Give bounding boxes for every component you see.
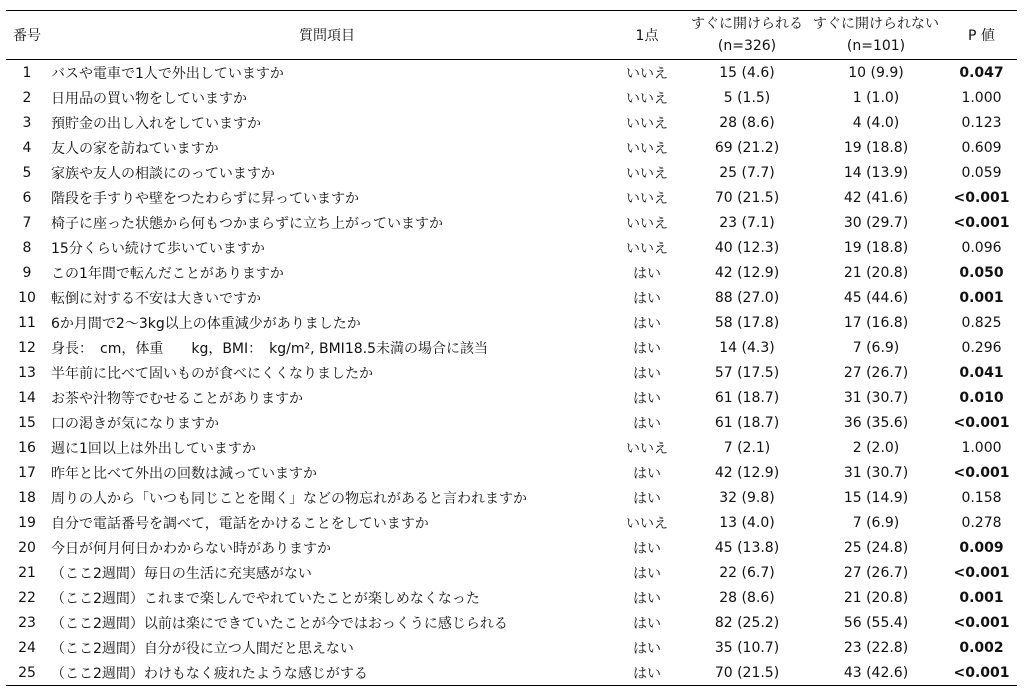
group-a-value: 61 (18.7) — [714, 389, 780, 406]
group-b-value: 36 (35.6) — [843, 414, 909, 431]
point-answer: はい — [633, 265, 661, 282]
point-answer: はい — [633, 390, 661, 407]
question-text: バスや電車で1人で外出していますか — [51, 65, 284, 82]
row-number: 2 — [22, 89, 32, 106]
table-row — [6, 510, 1017, 535]
question-text: （ここ2週間）これまで楽しんでやれていたことが楽しめなくなった — [51, 590, 480, 607]
group-a-value: 22 (6.7) — [719, 564, 775, 581]
row-number: 21 — [18, 564, 36, 581]
row-number: 1 — [22, 64, 32, 81]
row-number: 9 — [22, 264, 32, 281]
group-a-value: 15 (4.6) — [719, 64, 775, 81]
header-group-b-n: (n=101) — [846, 38, 906, 54]
group-b-value: 45 (44.6) — [843, 289, 909, 306]
point-answer: はい — [633, 315, 661, 332]
p-value: 0.278 — [961, 514, 1002, 531]
table-row — [6, 585, 1017, 610]
point-answer: はい — [633, 565, 661, 582]
row-number: 17 — [18, 464, 36, 481]
question-text: 昨年と比べて外出の回数は減っていますか — [51, 465, 317, 482]
p-value: 0.050 — [959, 264, 1004, 281]
p-value: 0.047 — [959, 64, 1004, 81]
group-b-value: 15 (14.9) — [843, 489, 909, 506]
row-number: 8 — [22, 239, 32, 256]
group-b-value: 27 (26.7) — [843, 564, 909, 581]
p-value: 0.059 — [961, 164, 1002, 181]
group-b-value: 17 (16.8) — [843, 314, 909, 331]
group-b-value: 14 (13.9) — [843, 164, 909, 181]
table-row — [6, 235, 1017, 260]
point-answer: はい — [633, 465, 661, 482]
point-answer: いいえ — [626, 165, 668, 182]
table-row — [6, 560, 1017, 585]
row-number: 11 — [18, 314, 36, 331]
row-number: 14 — [18, 389, 36, 406]
point-answer: いいえ — [626, 90, 668, 107]
table-header — [6, 11, 1017, 60]
group-a-value: 35 (10.7) — [714, 639, 780, 656]
group-b-value: 56 (55.4) — [843, 614, 909, 631]
row-number: 10 — [18, 289, 36, 306]
group-a-value: 57 (17.5) — [714, 364, 780, 381]
point-answer: はい — [633, 290, 661, 307]
row-number: 24 — [18, 639, 36, 656]
header-point: 1点 — [635, 28, 659, 44]
group-a-value: 42 (12.9) — [714, 264, 780, 281]
table-row — [6, 110, 1017, 135]
point-answer: はい — [633, 415, 661, 432]
question-text: 身長： cm，体重 kg，BMI： kg/m², BMI18.5未満の場合に該当 — [51, 340, 488, 357]
group-a-value: 7 (2.1) — [723, 439, 771, 456]
group-b-value: 7 (6.9) — [852, 339, 900, 356]
header-p-value: P 値 — [968, 28, 995, 44]
group-b-value: 2 (2.0) — [852, 439, 900, 456]
group-a-value: 42 (12.9) — [714, 464, 780, 481]
row-number: 23 — [18, 614, 36, 631]
group-a-value: 25 (7.7) — [719, 164, 775, 181]
p-value: 0.002 — [959, 639, 1004, 656]
row-number: 22 — [18, 589, 36, 606]
group-a-value: 70 (21.5) — [714, 189, 780, 206]
table-row — [6, 285, 1017, 310]
group-a-value: 88 (27.0) — [714, 289, 780, 306]
point-answer: いいえ — [626, 515, 668, 532]
table-body — [6, 60, 1017, 686]
group-a-value: 58 (17.8) — [714, 314, 780, 331]
question-text: この1年間で転んだことがありますか — [51, 265, 284, 282]
question-text: 椅子に座った状態から何もつかまらずに立ち上がっていますか — [51, 215, 443, 232]
group-a-value: 70 (21.5) — [714, 664, 780, 681]
group-a-value: 69 (21.2) — [714, 139, 780, 156]
table-row — [6, 635, 1017, 660]
header-row — [6, 11, 1017, 60]
p-value: 0.123 — [961, 114, 1002, 131]
point-answer: はい — [633, 665, 661, 682]
p-value: <0.001 — [953, 664, 1010, 681]
p-value: 0.009 — [959, 539, 1004, 556]
row-number: 16 — [18, 439, 36, 456]
p-value: 0.096 — [961, 239, 1002, 256]
group-a-value: 45 (13.8) — [714, 539, 780, 556]
group-b-value: 19 (18.8) — [843, 139, 909, 156]
point-answer: はい — [633, 540, 661, 557]
point-answer: はい — [633, 590, 661, 607]
group-b-value: 23 (22.8) — [843, 639, 909, 656]
table-row — [6, 310, 1017, 335]
group-b-value: 10 (9.9) — [848, 64, 904, 81]
point-answer: いいえ — [626, 215, 668, 232]
p-value: 0.296 — [961, 339, 1002, 356]
table-row — [6, 260, 1017, 285]
table-row — [6, 60, 1017, 86]
group-a-value: 61 (18.7) — [714, 414, 780, 431]
question-text: 15分くらい続けて歩いていますか — [51, 240, 265, 257]
p-value: <0.001 — [953, 189, 1010, 206]
p-value: 0.825 — [961, 314, 1002, 331]
question-text: 口の渇きが気になりますか — [51, 415, 219, 432]
group-b-value: 42 (41.6) — [843, 189, 909, 206]
question-text: 周りの人から「いつも同じことを聞く」などの物忘れがあると言われますか — [51, 490, 527, 507]
group-a-value: 40 (12.3) — [714, 239, 780, 256]
table-row — [6, 210, 1017, 235]
group-b-value: 21 (20.8) — [843, 264, 909, 281]
row-number: 15 — [18, 414, 36, 431]
table-row — [6, 610, 1017, 635]
table-row — [6, 660, 1017, 686]
row-number: 20 — [18, 539, 36, 556]
p-value: 0.041 — [959, 364, 1004, 381]
group-b-value: 21 (20.8) — [843, 589, 909, 606]
group-b-value: 19 (18.8) — [843, 239, 909, 256]
question-text: 6か月間で2～3kg以上の体重減少がありましたか — [51, 315, 361, 332]
p-value: 0.609 — [961, 139, 1002, 156]
table-row — [6, 335, 1017, 360]
point-answer: いいえ — [626, 190, 668, 207]
question-text: （ここ2週間）毎日の生活に充実感がない — [51, 565, 312, 582]
group-b-value: 43 (42.6) — [843, 664, 909, 681]
results-table — [6, 10, 1017, 686]
question-text: お茶や汁物等でむせることがありますか — [51, 390, 303, 407]
row-number: 12 — [18, 339, 36, 356]
p-value: 0.001 — [959, 589, 1004, 606]
p-value: <0.001 — [953, 614, 1010, 631]
table-row — [6, 360, 1017, 385]
header-group-a-label: すぐに開けられる — [691, 16, 803, 32]
group-b-value: 31 (30.7) — [843, 389, 909, 406]
p-value: <0.001 — [953, 464, 1010, 481]
p-value: <0.001 — [953, 564, 1010, 581]
question-text: 週に1回以上は外出していますか — [51, 440, 256, 457]
point-answer: はい — [633, 615, 661, 632]
point-answer: はい — [633, 340, 661, 357]
point-answer: はい — [633, 365, 661, 382]
group-a-value: 82 (25.2) — [714, 614, 780, 631]
group-a-value: 5 (1.5) — [723, 89, 771, 106]
row-number: 19 — [18, 514, 36, 531]
header-question: 質問項目 — [299, 28, 355, 44]
group-b-value: 1 (1.0) — [852, 89, 900, 106]
question-text: 転倒に対する不安は大きいですか — [51, 290, 261, 307]
header-group-b-label: すぐに開けられない — [813, 16, 939, 32]
point-answer: はい — [633, 490, 661, 507]
p-value: 0.158 — [961, 489, 1002, 506]
point-answer: いいえ — [626, 65, 668, 82]
row-number: 13 — [18, 364, 36, 381]
table-row — [6, 85, 1017, 110]
p-value: 1.000 — [961, 439, 1002, 456]
group-a-value: 28 (8.6) — [719, 114, 775, 131]
header-group-a — [688, 11, 806, 60]
table-row — [6, 135, 1017, 160]
table-row — [6, 160, 1017, 185]
table-row — [6, 460, 1017, 485]
question-text: 日用品の買い物をしていますか — [51, 90, 247, 107]
p-value: 1.000 — [961, 89, 1002, 106]
table-row — [6, 435, 1017, 460]
table-row — [6, 185, 1017, 210]
point-answer: いいえ — [626, 440, 668, 457]
row-number: 7 — [22, 214, 32, 231]
group-a-value: 13 (4.0) — [719, 514, 775, 531]
p-value: 0.010 — [959, 389, 1004, 406]
question-text: 自分で電話番号を調べて，電話をかけることをしていますか — [51, 515, 429, 532]
p-value: 0.001 — [959, 289, 1004, 306]
group-b-value: 7 (6.9) — [852, 514, 900, 531]
table-row — [6, 385, 1017, 410]
point-answer: いいえ — [626, 140, 668, 157]
question-text: 家族や友人の相談にのっていますか — [51, 165, 275, 182]
question-text: 半年前に比べて固いものが食べにくくなりましたか — [51, 365, 373, 382]
table-row — [6, 535, 1017, 560]
p-value: <0.001 — [953, 414, 1010, 431]
group-a-value: 32 (9.8) — [719, 489, 775, 506]
point-answer: はい — [633, 640, 661, 657]
header-group-a-n: (n=326) — [717, 38, 777, 54]
group-b-value: 31 (30.7) — [843, 464, 909, 481]
question-text: 預貯金の出し入れをしていますか — [51, 115, 261, 132]
question-text: （ここ2週間）自分が役に立つ人間だと思えない — [51, 640, 354, 657]
row-number: 4 — [22, 139, 32, 156]
row-number: 5 — [22, 164, 32, 181]
question-text: 友人の家を訪ねていますか — [51, 140, 219, 157]
row-number: 25 — [18, 664, 36, 681]
group-a-value: 14 (4.3) — [719, 339, 775, 356]
question-text: 今日が何月何日かわからない時がありますか — [51, 540, 331, 557]
table-row — [6, 485, 1017, 510]
group-a-value: 23 (7.1) — [719, 214, 775, 231]
group-b-value: 30 (29.7) — [843, 214, 909, 231]
results-table-container — [6, 10, 1017, 686]
header-group-b — [806, 11, 946, 60]
group-b-value: 25 (24.8) — [843, 539, 909, 556]
question-text: （ここ2週間）わけもなく疲れたような感じがする — [51, 665, 368, 682]
group-b-value: 27 (26.7) — [843, 364, 909, 381]
point-answer: いいえ — [626, 240, 668, 257]
row-number: 3 — [22, 114, 32, 131]
point-answer: いいえ — [626, 115, 668, 132]
table-row — [6, 410, 1017, 435]
row-number: 6 — [22, 189, 32, 206]
p-value: <0.001 — [953, 214, 1010, 231]
header-no: 番号 — [13, 28, 41, 44]
question-text: 階段を手すりや壁をつたわらずに昇っていますか — [51, 190, 359, 207]
question-text: （ここ2週間）以前は楽にできていたことが今ではおっくうに感じられる — [51, 615, 508, 632]
group-a-value: 28 (8.6) — [719, 589, 775, 606]
row-number: 18 — [18, 489, 36, 506]
group-b-value: 4 (4.0) — [852, 114, 900, 131]
